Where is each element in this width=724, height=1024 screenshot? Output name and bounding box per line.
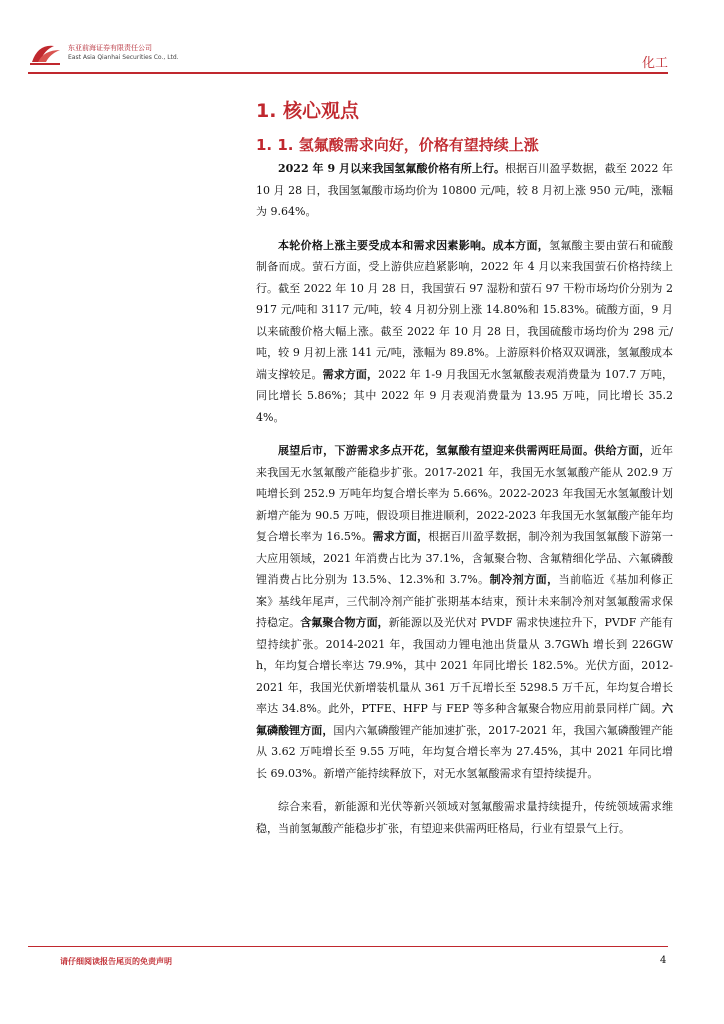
section-heading: 1. 核心观点	[256, 100, 360, 122]
demand-text: 2022 年 1-9 月我国无水氢氟酸表观消费量为 107.7 万吨，同比增长 5.86%；其中 2022 年 9 月表观消费量为 13.95 万吨，同比增长 35.24%。	[256, 367, 674, 424]
cost-label: 成本方面，	[492, 238, 550, 252]
page-header	[28, 38, 668, 71]
footer-divider	[28, 946, 668, 947]
company-logo-icon	[28, 40, 64, 66]
demand-text-2: 根据百川盈孚数据，制冷剂为我国氢氟酸下游第一大应用领域，2021 年消费占比为 37.1%，含氟聚合物、含氟精细化学品、六氟磷酸锂消费占比分别为 13.5%、12.3%和 3.7%。	[256, 530, 674, 586]
report-body	[256, 158, 673, 851]
lipf6-label: 六氟磷酸锂方面，	[256, 702, 673, 737]
paragraph-2	[256, 235, 673, 429]
demand-label: 需求方面，	[322, 367, 379, 381]
supply-label: 供给方面，	[594, 444, 651, 457]
paragraph-1-lead: 2022 年 9 月以来我国氢氟酸价格有所上行。	[278, 162, 506, 175]
paragraph-1-text: 根据百川盈孚数据，截至 2022 年 10 月 28 日，我国氢氟酸市场均价为 10800 元/吨，较 8 月初上涨 950 元/吨，涨幅为 9.64%。	[256, 162, 673, 218]
paragraph-3	[256, 440, 673, 784]
sector-label: 化工	[641, 56, 668, 71]
paragraph-4	[256, 796, 673, 839]
supply-text: 近年来我国无水氢氟酸产能稳步扩张。2017-2021 年，我国无水氢氟酸产能从 202.9 万吨增长到 252.9 万吨年均复合增长率为 5.66%。2022-2023 年我国无水氢氟酸计划新增产能为 90.5 万吨，假设项目推进顺利，2022-2023 年我国无水氢氟酸产能年均复合增长率为 16.5%。	[256, 444, 674, 543]
refrigerant-label: 制冷剂方面，	[489, 573, 559, 586]
page-number: 4	[660, 955, 667, 966]
cost-text: 氢氟酸主要由萤石和硫酸制备而成。萤石方面，受上游供应趋紧影响，2022 年 4 月以来我国萤石价格持续上行。截至 2022 年 10 月 28 日，我国萤石 97 湿粉和萤石 97 干粉市场均价分别为 2917 元/吨和 3117 元/吨，较 4 月初分别上涨 14.80%和 15.83%。硫酸方面，9 月以来硫酸价格大幅上涨。截至 2022 年 10 月 28 日，我国硫酸市场均价为 298 元/吨，较 9 月初上涨 141 元/吨，涨幅为 89.8%。上游原料价格双双调涨，氢氟酸成本端支撑较足。	[256, 238, 674, 381]
subsection-heading: 1. 1. 氢氟酸需求向好，价格有望持续上涨	[256, 136, 539, 154]
header-divider	[28, 72, 668, 74]
paragraph-4-text: 综合来看，新能源和光伏等新兴领域对氢氟酸需求量持续提升，传统领域需求维稳，当前氢氟酸产能稳步扩张，有望迎来供需两旺格局，行业有望景气上行。	[256, 800, 673, 835]
refrigerant-text: 当前临近《基加利修正案》基线年尾声，三代制冷剂产能扩张期基本结束，预计未来制冷剂对氢氟酸需求保持稳定。	[256, 573, 674, 629]
demand-label-2: 需求方面，	[372, 530, 429, 543]
paragraph-2-lead: 本轮价格上涨主要受成本和需求因素影响。	[278, 238, 493, 252]
footer-disclaimer: 请仔细阅读报告尾页的免责声明	[60, 957, 172, 966]
polymer-text: 新能源以及光伏对 PVDF 需求快速拉升下，PVDF 产能有望持续扩张。2014-2021 年，我国动力锂电池出货量从 3.7GWh 增长到 226GWh，年均复合增长率达 79.9%，其中 2021 年同比增长 182.5%。光伏方面，2012-2021 年，我国光伏新增装机量从 361 万千瓦增长至 5298.5 万千瓦，年均复合增长率达 34.8%。此外，PTFE、HFP 与 FEP 等多种含氟聚合物应用前景同样广阔。	[256, 616, 673, 715]
paragraph-3-lead: 展望后市，下游需求多点开花，氢氟酸有望迎来供需两旺局面。	[278, 444, 595, 457]
lipf6-text: 国内六氟磷酸锂产能加速扩张，2017-2021 年，我国六氟磷酸锂产能从 3.62 万吨增长至 9.55 万吨，年均复合增长率为 27.45%，其中 2021 年同比增长 69.03%。新增产能持续释放下，对无水氢氟酸需求有望持续提升。	[256, 723, 674, 780]
company-name-en: East Asia Qianhai Securities Co., Ltd.	[68, 54, 179, 61]
paragraph-1	[256, 158, 673, 223]
polymer-label: 含氟聚合物方面，	[300, 616, 389, 629]
company-name-cn: 东亚前海证券有限责任公司	[68, 44, 152, 52]
